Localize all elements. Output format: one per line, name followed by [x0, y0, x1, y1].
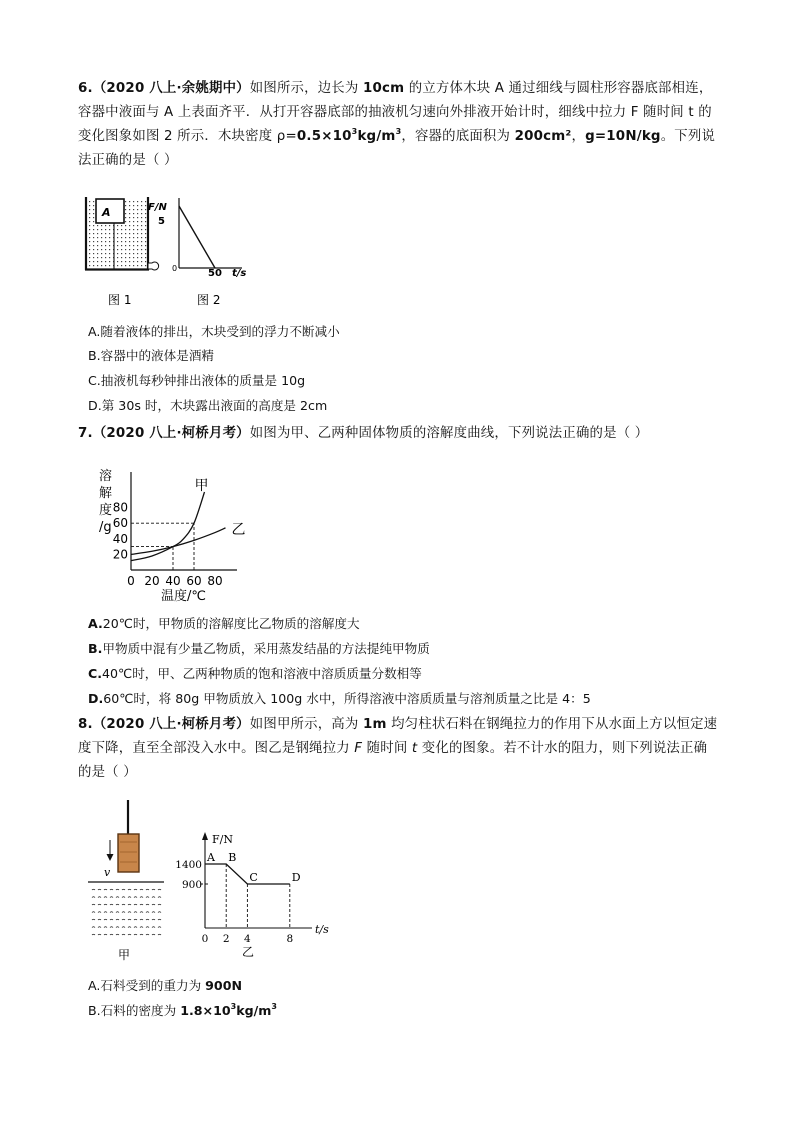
y-tick-label: 1400 — [175, 859, 202, 871]
caption-fig1: 图 1 — [108, 293, 132, 307]
x-tick-label: 8 — [286, 933, 294, 945]
q8-option-b[interactable]: B.石料的密度为 $1.8\times 10^3kg/m^3$ — [88, 1002, 277, 1018]
y-label-part: 度 — [99, 503, 113, 518]
q6-option-a[interactable]: A.随着液体的排出，木块受到的浮力不断减小 — [88, 324, 340, 339]
block-label: A — [102, 206, 111, 219]
svg-text:F/N: F/N — [148, 202, 167, 213]
x-tick-label: 2 — [222, 933, 230, 945]
y-axis-label — [99, 468, 112, 535]
wave-row — [92, 897, 161, 898]
wave-row — [92, 934, 161, 935]
x-tick-label: 80 — [207, 574, 223, 588]
q6-option-b[interactable]: B.容器中的液体是酒精 — [88, 348, 214, 363]
point-label: D — [291, 871, 301, 884]
stone-column — [118, 834, 139, 872]
series-line-F — [205, 864, 290, 884]
series-label: 甲 — [194, 478, 209, 494]
y-tick-label: 40 — [112, 531, 128, 546]
water-waves — [92, 889, 161, 935]
wave-row — [92, 927, 161, 928]
pump-outlet — [148, 262, 159, 270]
caption-fig2: 图 2 — [197, 293, 221, 307]
q6-stem: 6.（2020 八上·余姚期中）如图所示，边长为 10cm 的立方体木块 A 通过细线与圆柱形容器底部相连，容器中液面与 A 上表面齐平．从打开容器底部的抽液机匀速向外排液开始计时，细线中拉力 F 随时间 t 的变化图象如图 2 所示．木块密度 $\rho=0.5\times 10^3kg/m^3$，容器的底面积为 200cm²，g=10N/kg。下列说法正确的是（ ） — [78, 81, 716, 168]
q7-option-c[interactable]: C.40℃时，甲、乙两种物质的饱和溶液中溶质质量分数相等 — [88, 666, 422, 681]
q7-solubility-chart — [95, 462, 255, 602]
x-axis-label: t/s — [315, 923, 329, 936]
q6-figures — [80, 192, 260, 312]
series-line-jia — [131, 492, 205, 561]
q6-option-d[interactable]: D.第 30s 时，木块露出液面的高度是 2cm — [88, 398, 328, 413]
series-line-yi — [131, 528, 226, 555]
q6-number: 6. — [78, 81, 93, 96]
caption-jia: 甲 — [118, 948, 131, 962]
y-label-part: /g — [99, 520, 112, 535]
point-label: A — [207, 851, 215, 864]
q7-stem: 7.（2020 八上·柯桥月考）如图为甲、乙两种固体物质的溶解度曲线，下列说法正确的是（ ） — [78, 426, 649, 441]
y-axis-label: F/N — [212, 833, 233, 846]
wave-row — [92, 904, 161, 905]
y-tick-label: 80 — [112, 500, 128, 515]
x-tick-label: 60 — [186, 574, 202, 588]
q6-source: （2020 八上·余姚期中） — [92, 81, 250, 96]
q7-option-b[interactable]: B.甲物质中混有少量乙物质，采用蒸发结晶的方法提纯甲物质 — [88, 641, 430, 656]
svg-text:0: 0 — [172, 264, 178, 273]
wave-row — [92, 889, 161, 890]
q8-tension-chart — [172, 826, 342, 966]
caption-yi: 乙 — [242, 945, 255, 959]
y-label-part: 溶 — [99, 469, 113, 484]
svg-text:5: 5 — [158, 216, 165, 227]
q6-option-c[interactable]: C.抽液机每秒钟排出液体的质量是 10g — [88, 373, 306, 388]
q8-stem: 8.（2020 八上·柯桥月考）如图甲所示，高为 1m 均匀柱状石料在钢绳拉力的作用下从水面上方以恒定速度下降，直至全部没入水中。图乙是钢绳拉力 F 随时间 t 变化的图象。若不计水的阻力，则下列说法正确的是（ ） — [78, 717, 718, 780]
x-tick-label: 4 — [244, 933, 251, 945]
svg-text:v: v — [104, 866, 111, 879]
x-tick-label: 20 — [144, 574, 160, 588]
q7-option-d[interactable]: D.60℃时，将 80g 甲物质放入 100g 水中，所得溶液中溶质质量与溶剂质量之比是 4：5 — [88, 691, 591, 706]
x-tick-label: 40 — [165, 574, 181, 588]
q8-option-a[interactable]: A.石料受到的重力为 900N — [88, 978, 242, 993]
y-tick-label: 900 — [181, 879, 202, 891]
x-axis-label: 温度/℃ — [161, 589, 206, 604]
series-label: 乙 — [231, 521, 246, 538]
svg-text:t/s: t/s — [232, 268, 247, 279]
x-tick-label: 0 — [201, 933, 209, 945]
q7-option-a[interactable]: A.20℃时，甲物质的溶解度比乙物质的溶解度大 — [88, 616, 360, 631]
y-tick-label: 20 — [112, 547, 128, 562]
wave-row — [92, 919, 161, 920]
x-tick-label: 0 — [127, 574, 135, 588]
point-label: B — [228, 851, 237, 864]
y-tick-label: 60 — [112, 516, 128, 531]
down-arrow-icon — [107, 854, 114, 861]
point-label: C — [249, 871, 258, 884]
y-label-part: 解 — [99, 486, 113, 501]
svg-text:50: 50 — [208, 268, 222, 279]
tension-line — [179, 206, 215, 268]
wave-row — [92, 912, 161, 913]
